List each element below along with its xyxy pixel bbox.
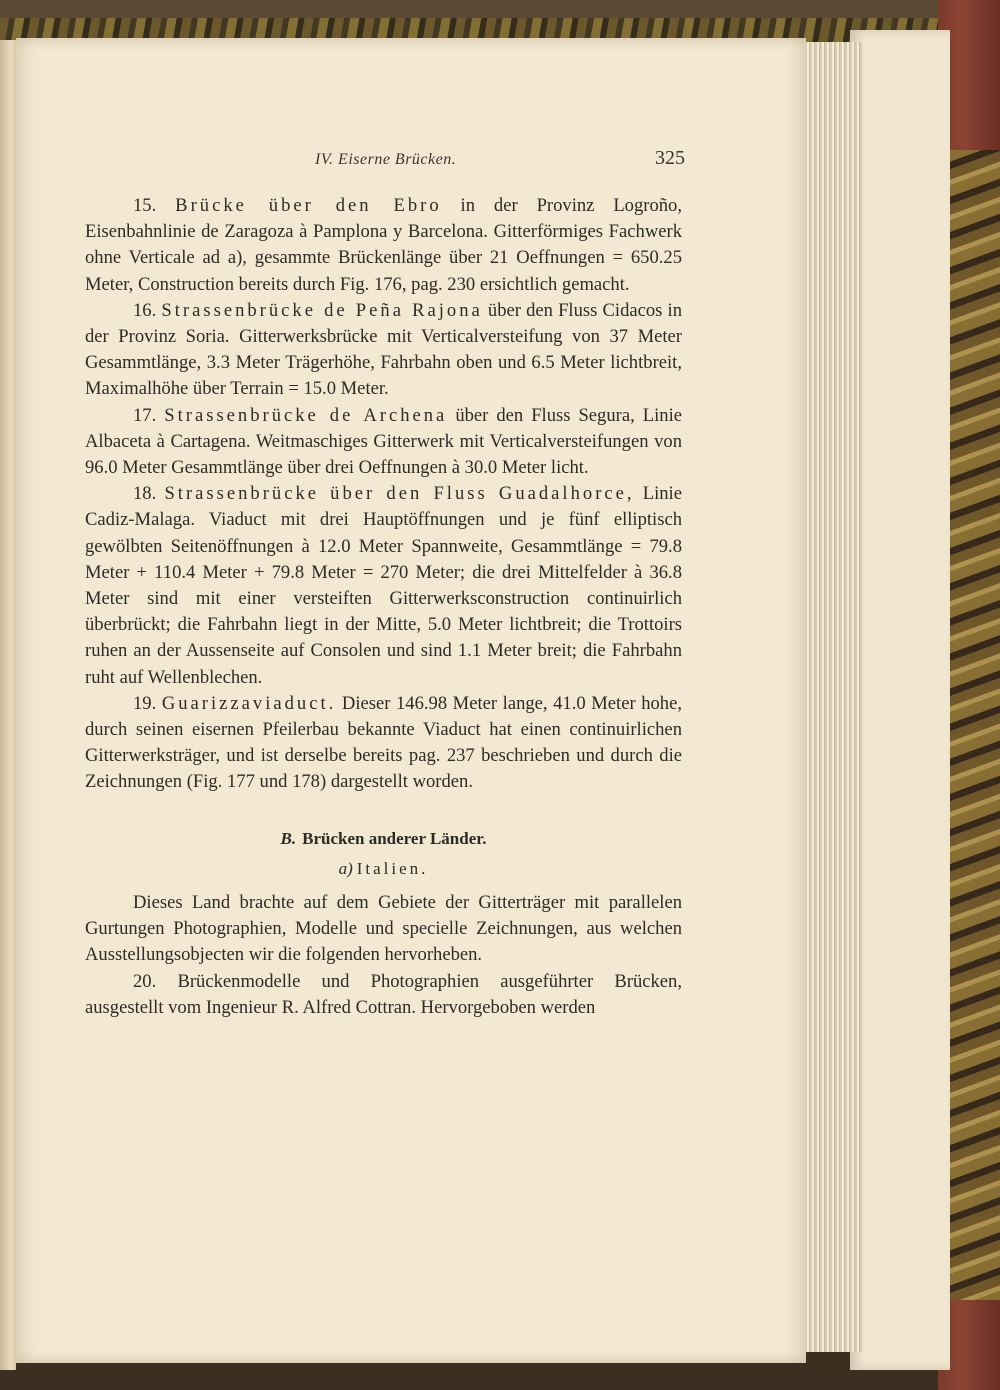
entry-number: 17.	[133, 404, 157, 426]
entry-text: über den Fluss Cidacos in der Provinz Soria. Gitterwerksbrücke mit Verticalversteifung von 37 Meter Gesammtlänge, 3.3 Meter Trägerhöhe, Fahrbahn oben und 6.5 Meter lichtbreit, Maximalhöhe über Terrain = 15.0 Meter.	[85, 299, 683, 400]
entry-name: Strassenbrücke de Peña Rajona	[161, 299, 483, 321]
entry-text: in der Provinz Logroño, Eisenbahnlinie de Zaragoza à Pamplona y Barcelona. Gitterförmiges Fachwerk ohne Verticale ad a), gesammte Brückenlänge über 21 Oeffnungen = 650.25 Meter, Construction bereits durch Fig. 176, pag. 230 ersichtlich gemacht.	[85, 195, 683, 295]
intro-paragraph: Dieses Land brachte auf dem Gebiete der Gitterträger mit parallelen Gurtungen Photographien, Modelle und specielle Zeichnungen, aus welchen Ausstellungsobjecten wir die folgenden hervorheben.	[85, 892, 682, 966]
entry-number: 15.	[133, 195, 157, 216]
back-page	[850, 30, 950, 1370]
entry-number: 16.	[133, 299, 157, 321]
page-header	[85, 147, 685, 175]
marbled-cover-right	[950, 150, 1000, 1300]
entry-number: 19.	[133, 692, 157, 714]
section-letter: B.	[280, 828, 297, 848]
entry-name: Strassenbrücke über den Fluss Guadalhorce,	[164, 483, 635, 505]
section-heading	[85, 826, 682, 852]
page-number: 325	[655, 147, 685, 169]
entry-number: 20.	[133, 970, 157, 992]
entry-15	[85, 193, 682, 298]
entry-text: über den Fluss Segura, Linie Albaceta à Cartagena. Weitmaschiges Gitterwerk mit Verticalversteifungen von 96.0 Meter Gesammtlänge über drei Oeffnungen à 30.0 Meter licht.	[85, 404, 682, 479]
page-body	[85, 193, 682, 1021]
section-title: Brücken anderer Länder.	[302, 828, 487, 848]
entry-19	[85, 691, 682, 796]
entry-18	[85, 481, 682, 691]
entry-20	[85, 969, 682, 1021]
entry-name: Strassenbrücke de Archena	[164, 404, 448, 426]
entry-number: 18.	[133, 483, 157, 505]
entry-text: Brückenmodelle und Photographien ausgeführter Brücken, ausgestellt vom Ingenieur R. Alfred Cottran. Hervorgeboben werden	[85, 970, 682, 1018]
left-page-edge	[0, 40, 16, 1370]
entry-17	[85, 403, 682, 482]
entry-text: Linie Cadiz-Malaga. Viaduct mit drei Hauptöffnungen und je fünf elliptisch gewölbten Seitenöffnungen à 12.0 Meter Spannweite, Gesammtlänge = 79.8 Meter + 110.4 Meter + 79.8 Meter = 270 Meter; die drei Mittelfelder à 36.8 Meter sind mit einer versteiften Gitterwerksconstruction continuirlich überbrückt; die Fahrbahn liegt in der Mitte, 5.0 Meter lichtbreit; die Trottoirs ruhen an der Aussenseite auf Consolen und sind 1.1 Meter breit; die Fahrbahn ruht auf Wellenblechen.	[85, 483, 682, 688]
subsection-heading	[85, 856, 682, 882]
subsection-title: Italien.	[356, 858, 429, 878]
subsection-letter: a)	[338, 858, 353, 878]
entry-name: Brücke über den Ebro	[175, 195, 442, 216]
running-title: IV. Eiserne Brücken.	[315, 151, 457, 168]
entry-name: Guarizzaviaduct.	[161, 692, 337, 714]
entry-text: Dieser 146.98 Meter lange, 41.0 Meter hohe, durch seinen eisernen Pfeilerbau bekannte Viaduct hat einen continuirlichen Gitterwerksträger, und ist derselbe bereits pag. 237 beschrieben und durch die Zeichnungen (Fig. 177 und 178) dargestellt worden.	[85, 692, 682, 793]
page-edges	[800, 42, 862, 1352]
entry-16	[85, 298, 682, 403]
